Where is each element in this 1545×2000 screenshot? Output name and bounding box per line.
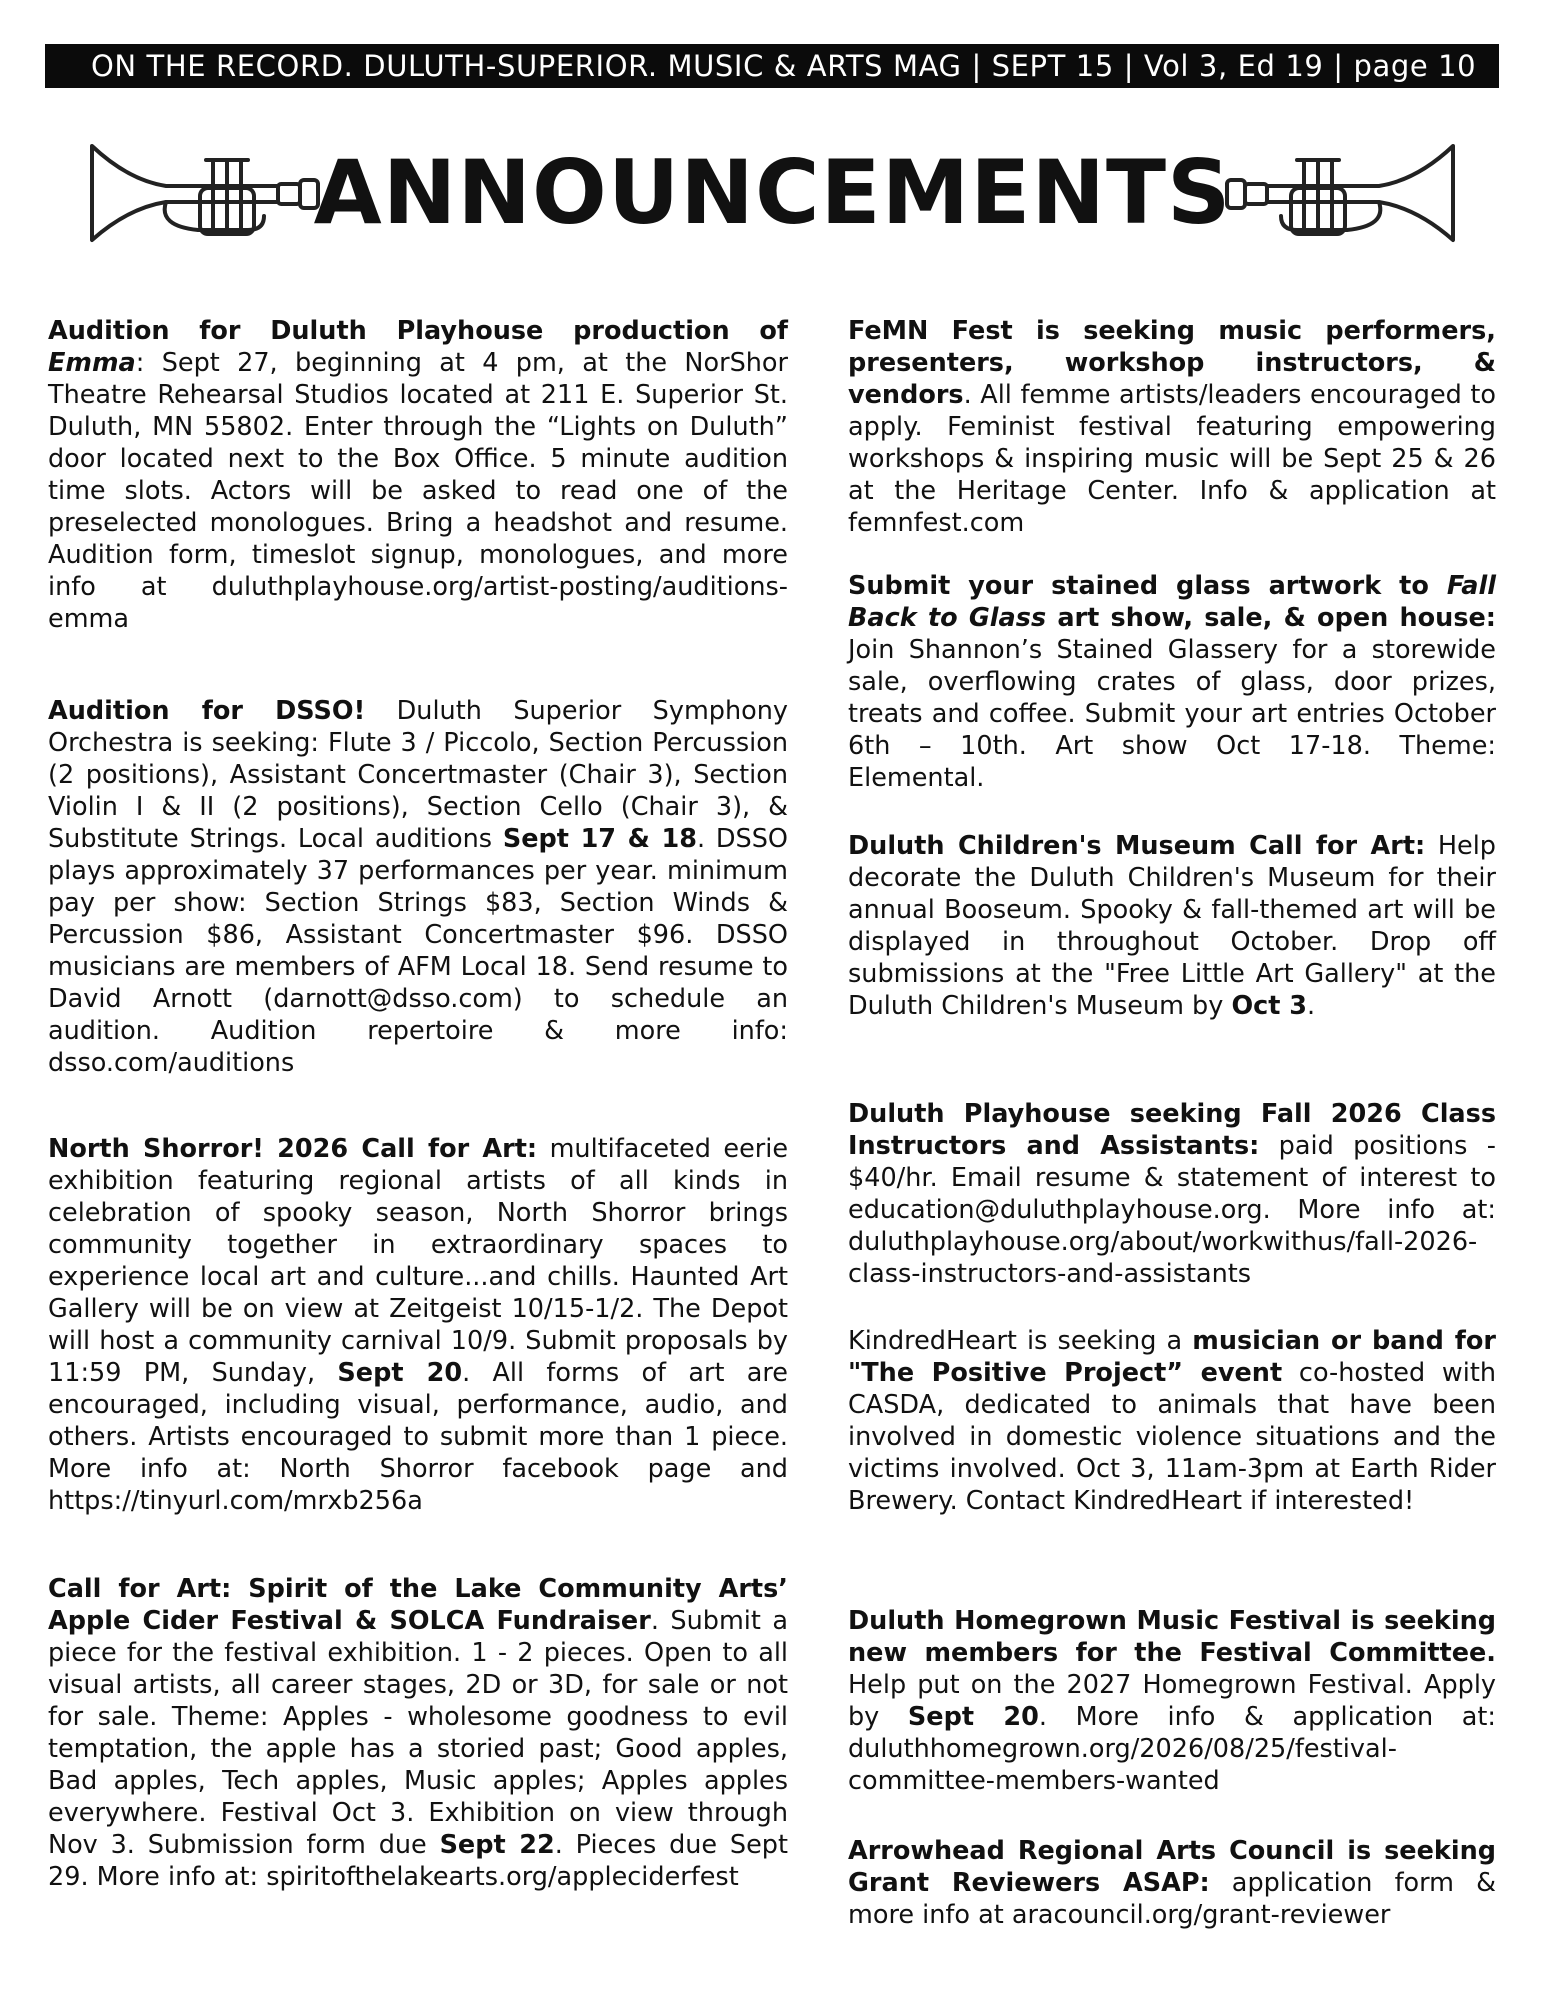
announcement-fall-back-to-glass [848, 570, 1496, 794]
trumpet-icon [1222, 140, 1457, 250]
page-header [0, 128, 1545, 268]
announcement-body: Help put on the 2027 Homegrown Festival. Apply by [848, 1670, 1496, 1732]
announcement-body: . All femme artists/leaders encouraged to apply. Feminist festival featuring empowering workshops & inspiring music will be Sept 25 & 26 at the Heritage Center. Info & application at femnfest.com [848, 380, 1496, 538]
announcement-body: application form & more info at aracouncil.org/grant-reviewer [848, 1868, 1496, 1930]
announcement-playhouse-instructors [848, 1098, 1496, 1290]
announcement-body: . More info & application at: duluthhomegrown.org/2026/08/25/festival-committee-members-wanted [848, 1702, 1497, 1796]
announcement-body: KindredHeart is seeking a [848, 1326, 1193, 1356]
page-title: ANNOUNCEMENTS [313, 141, 1232, 244]
announcement-date: Sept 22 [439, 1830, 555, 1860]
announcement-body: Help decorate the Duluth Children's Museum for their annual Booseum. Spooky & fall-themed art will be displayed in throughout October. Drop off submissions at the "Free Little Art Gallery" at the Duluth Children's Museum by [848, 831, 1496, 1021]
announcement-heading: Audition for Duluth Playhouse production of [48, 316, 788, 346]
announcement-north-shorror [48, 1133, 788, 1517]
announcement-arts-council [848, 1835, 1496, 1931]
announcement-heading: North Shorror! 2026 Call for Art: [48, 1134, 538, 1164]
announcement-date: Sept 20 [907, 1702, 1039, 1732]
announcement-body: . Submit a piece for the festival exhibition. 1 - 2 pieces. Open to all visual artists, all career stages, 2D or 3D, for sale or not for sale. Theme: Apples - wholesome goodness to evil temptation, the apple has a storied past; Good apples, Bad apples, Tech apples, Music apples; Apples apples everywhere. Festival Oct 3. Exhibition on view through Nov 3. Submission form due [48, 1606, 788, 1860]
announcement-body: paid positions - $40/hr. Email resume & statement of interest to education@duluthplayhouse.org. More info at: duluthplayhouse.org/about/workwithus/fall-2026-class-instructors-and-assistants [848, 1131, 1496, 1289]
announcement-apple-cider-festival [48, 1573, 788, 1893]
masthead-bar [45, 44, 1499, 88]
announcement-heading: Audition for DSSO! [48, 696, 366, 726]
announcement-heading: art show, sale, & open house: [1046, 603, 1496, 633]
masthead-text: ON THE RECORD. DULUTH-SUPERIOR. MUSIC & ARTS MAG | SEPT 15 | Vol 3, Ed 19 | page 10 [91, 49, 1477, 83]
announcement-childrens-museum [848, 830, 1496, 1022]
announcement-body: . DSSO plays approximately 37 performances per year. minimum pay per show: Section Strings $83, Section Winds & Percussion $86, Assistant Concertmaster $96. DSSO musicians are members of AFM Local 18. Send resume to David Arnott (darnott@dsso.com) to schedule an audition. Audition repertoire & more info: dsso.com/auditions [48, 824, 789, 1078]
announcement-body: : Sept 27, beginning at 4 pm, at the NorShor Theatre Rehearsal Studios located at 211 E. Superior St. Duluth, MN 55802. Enter through the “Lights on Duluth” door located next to the Box Office. 5 minute audition time slots. Actors will be asked to read one of the preselected monologues. Bring a headshot and resume. Audition form, timeslot signup, monologues, and more info at duluthplayhouse.org/artist-posting/auditions-emma [48, 348, 788, 634]
announcement-heading: Call for Art: Spirit of the Lake Community Arts’ Apple Cider Festival & SOLCA Fundraiser [48, 1574, 788, 1636]
announcement-femn-fest [848, 315, 1496, 539]
announcement-heading: FeMN Fest is seeking music performers, presenters, workshop instructors, & vendors [848, 316, 1496, 410]
announcement-body: . [1307, 991, 1316, 1021]
announcement-dsso-audition [48, 695, 788, 1079]
announcement-body: . Pieces due Sept 29. More info at: spiritofthelakearts.org/appleciderfest [48, 1830, 788, 1892]
announcement-kindredheart [848, 1325, 1496, 1517]
announcement-heading: Submit your stained glass artwork to [848, 571, 1447, 601]
announcement-body: Duluth Superior Symphony Orchestra is seeking: Flute 3 / Piccolo, Section Percussion (2 positions), Assistant Concertmaster (Chair 3), Section Violin I & II (2 positions), Section Cello (Chair 3), & Substitute Strings. Local auditions [48, 696, 788, 854]
announcement-heading: Duluth Children's Museum Call for Art: [848, 831, 1426, 861]
announcement-date: Oct 3 [1231, 991, 1308, 1021]
announcement-heading: musician or band for "The Positive Project” event [848, 1326, 1496, 1388]
announcement-heading: Duluth Playhouse seeking Fall 2026 Class Instructors and Assistants: [848, 1099, 1496, 1161]
announcement-heading: Arrowhead Regional Arts Council is seeking Grant Reviewers ASAP: [848, 1836, 1496, 1898]
announcement-heading-title: Emma [48, 348, 136, 378]
announcement-heading: Duluth Homegrown Music Festival is seeking new members for the Festival Committee. [848, 1606, 1496, 1668]
announcement-body: co-hosted with CASDA, dedicated to animals that have been involved in domestic violence situations and the victims involved. Oct 3, 11am-3pm at Earth Rider Brewery. Contact KindredHeart if interested! [848, 1358, 1496, 1516]
announcement-emma-audition [48, 315, 788, 635]
announcement-body: multifaceted eerie exhibition featuring regional artists of all kinds in celebration of spooky season, North Shorror brings community together in extraordinary spaces to experience local art and culture...and chills. Haunted Art Gallery will be on view at Zeitgeist 10/15-1/2. The Depot will host a community carnival 10/9. Submit proposals by 11:59 PM, Sunday, [48, 1134, 789, 1388]
announcement-heading-title: Fall Back to Glass [848, 571, 1496, 633]
announcement-body: . All forms of art are encouraged, including visual, performance, audio, and others. Artists encouraged to submit more than 1 piece. More info at: North Shorror facebook page and https://tinyurl.com/mrxb256a [48, 1358, 788, 1516]
announcement-body: Join Shannon’s Stained Glassery for a storewide sale, overflowing crates of glass, door prizes, treats and coffee. Submit your art entries October 6th – 10th. Art show Oct 17-18. Theme: Elemental. [848, 635, 1496, 793]
announcement-date: Sept 17 & 18 [502, 824, 697, 854]
announcement-date: Sept 20 [337, 1358, 463, 1388]
announcement-homegrown [848, 1605, 1496, 1797]
